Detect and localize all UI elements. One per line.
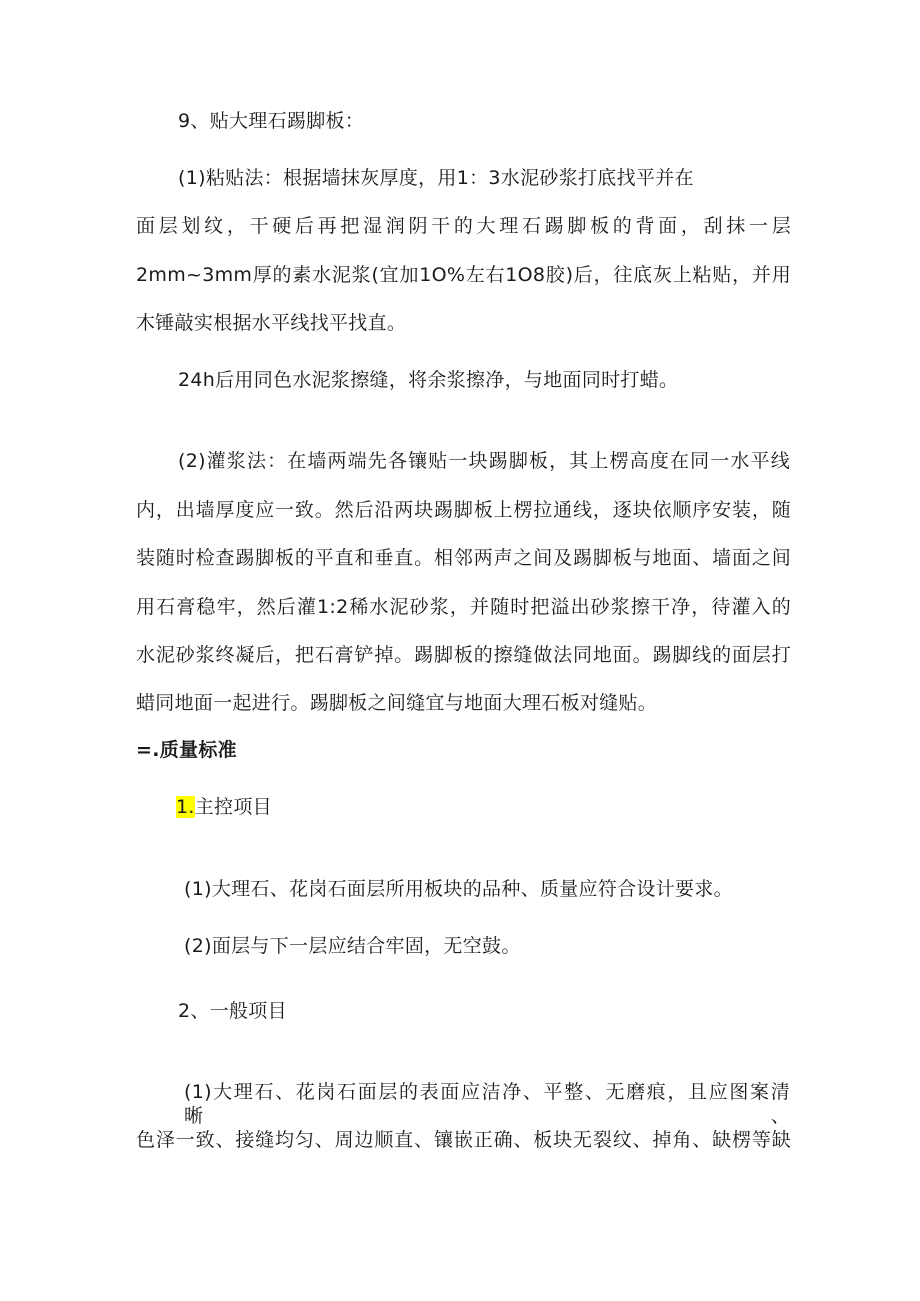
subsection-label: 主控项目	[194, 796, 272, 818]
subsection-title-general-items: 2、一般项目	[178, 1000, 287, 1022]
paragraph-line: 内，出墙厚度应一致。然后沿两块踢脚板上楞拉通线，逐块依顺序安装，随	[136, 499, 791, 521]
subsection-title-main-items	[176, 795, 272, 819]
list-item: (2)面层与下一层应结合牢固，无空鼓。	[184, 935, 521, 957]
paragraph-line: 水泥砂浆终凝后，把石膏铲掉。踢脚板的擦缝做法同地面。踢脚线的面层打	[136, 644, 791, 666]
paragraph-line: 用石膏稳牢，然后灌1:2稀水泥砂浆，并随时把溢出砂浆擦干净，待灌入的	[136, 596, 791, 618]
paragraph-line: 24h后用同色水泥浆擦缝，将余浆擦净，与地面同时打蜡。	[178, 369, 679, 391]
section-heading: =.质量标准	[136, 739, 237, 761]
list-item: (1)大理石、花岗石面层的表面应洁净、平整、无磨痕，且应图案清晰、	[184, 1081, 790, 1127]
paragraph-line: (2)灌浆法：在墙两端先各镶贴一块踢脚板，其上楞高度在同一水平线	[178, 450, 790, 472]
paragraph-line: 装随时检查踢脚板的平直和垂直。相邻两声之间及踢脚板与地面、墙面之间	[136, 547, 791, 569]
highlighted-number: 1.	[176, 796, 195, 818]
list-item: (1)大理石、花岗石面层所用板块的品种、质量应符合设计要求。	[184, 878, 733, 900]
list-item: 色泽一致、接缝均匀、周边顺直、镶嵌正确、板块无裂纹、掉角、缺楞等缺	[136, 1129, 791, 1151]
paragraph-line: (1)粘贴法：根据墙抹灰厚度，用1：3水泥砂浆打底找平并在	[178, 167, 694, 189]
section-9-title: 9、贴大理石踢脚板：	[178, 110, 365, 132]
paragraph-line: 面层划纹，干硬后再把湿润阴干的大理石踢脚板的背面，刮抹一层	[136, 215, 791, 237]
paragraph-line: 蜡同地面一起进行。踢脚板之间缝宜与地面大理石板对缝贴。	[136, 692, 658, 714]
paragraph-line: 木锤敲实根据水平线找平找直。	[136, 312, 407, 334]
paragraph-line: 2mm~3mm厚的素水泥浆(宜加1O%左右1O8胶)后，往底灰上粘贴，并用	[136, 264, 791, 286]
